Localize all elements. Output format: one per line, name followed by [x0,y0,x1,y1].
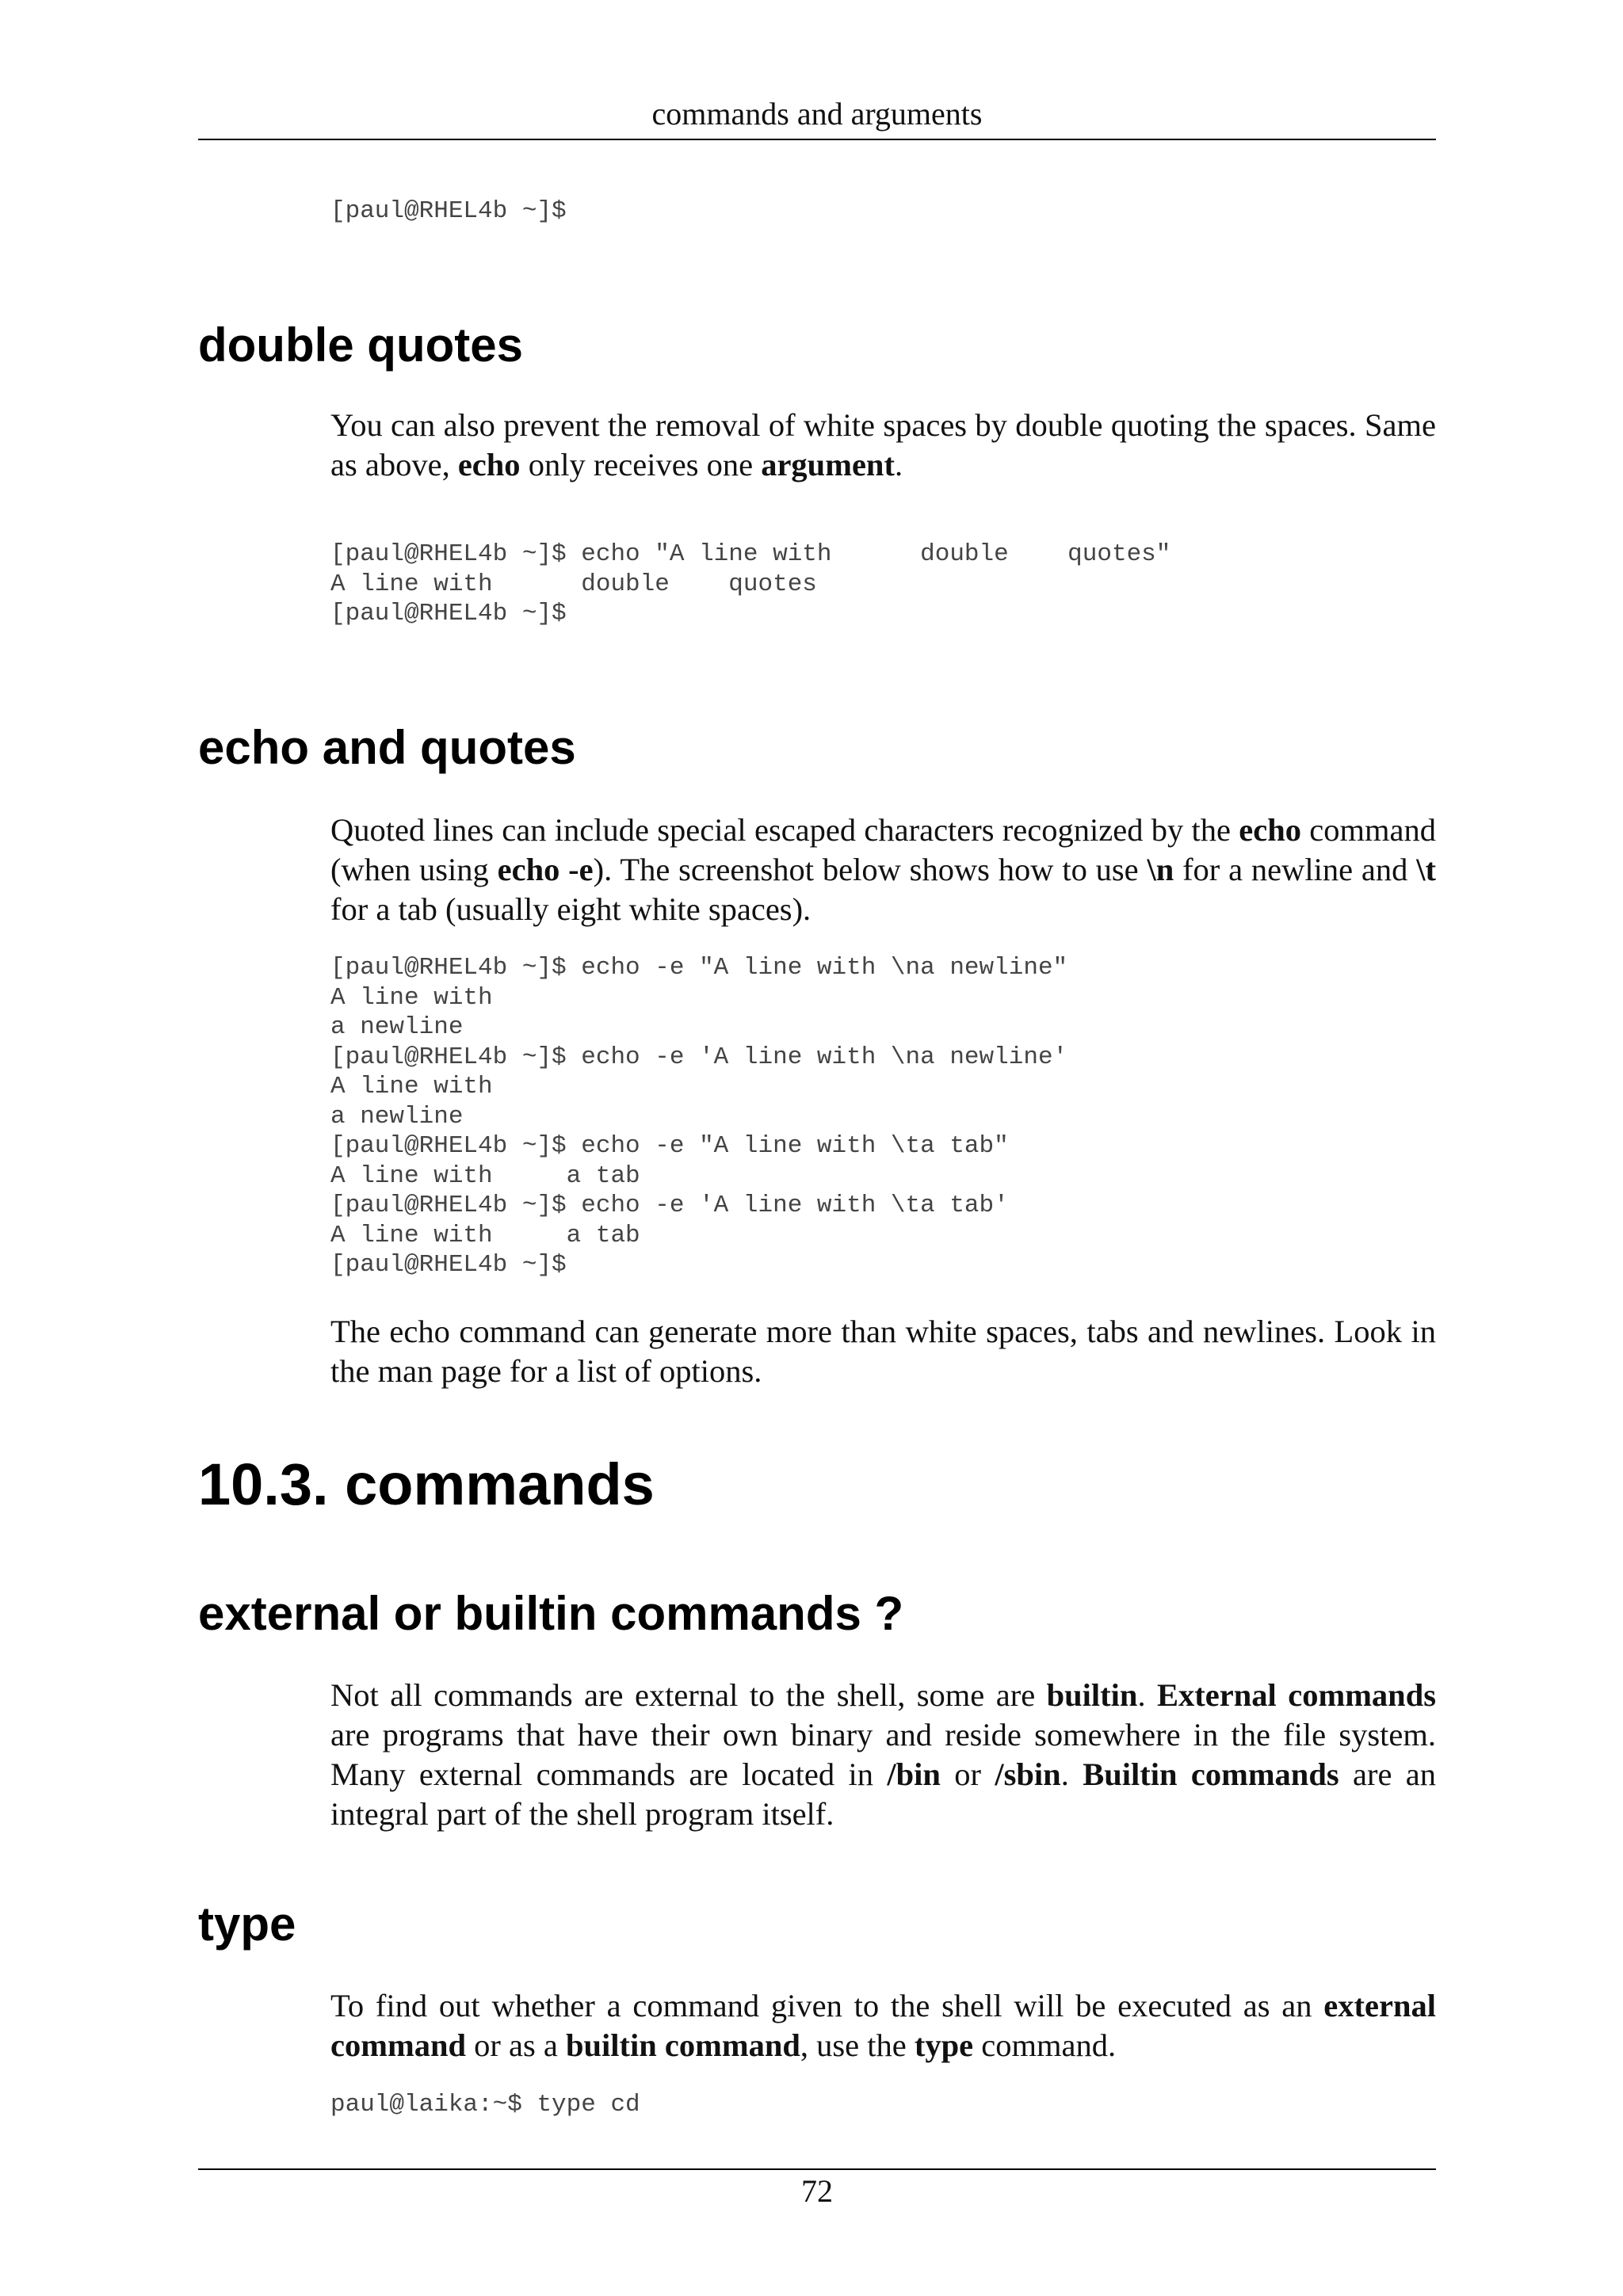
heading-echo-and-quotes: echo and quotes [198,721,576,774]
code-line: [paul@RHEL4b ~]$ echo "A line with double quotes" [330,540,1171,568]
paragraph-echo-options: The echo command can generate more than white spaces, tabs and newlines. Look in the man page for a list of options. [330,1314,1436,1389]
code-block-prompt [330,196,1436,227]
bold-term: Builtin commands [1083,1756,1339,1792]
heading-external-or-builtin: external or builtin commands ? [198,1587,904,1640]
bold-term: type [914,2027,974,2063]
bold-term: \t [1416,852,1436,887]
code-line: A line with a tab [330,1221,640,1249]
paragraph-echo-and-quotes: Quoted lines can include special escaped characters recognized by the echo command (when using echo -e). The screenshot below shows how to use \n for a newline and \t for a tab (usually eight white spaces). [330,812,1437,927]
bold-term: External commands [1157,1677,1436,1713]
code-line: [paul@RHEL4b ~]$ [330,600,567,627]
code-line: A line with double quotes [330,570,817,598]
code-line: [paul@RHEL4b ~]$ echo -e "A line with \na newline" [330,954,1068,982]
running-header-title: commands and arguments [651,96,983,132]
bold-term: builtin command [565,2027,800,2063]
paragraph-double-quotes: You can also prevent the removal of white spaces by double quoting the spaces. Same as above, echo only receives one argument. [330,407,1436,482]
bold-term: echo [457,447,521,482]
bold-term: argument [761,447,895,482]
code-line: [paul@RHEL4b ~]$ echo -e "A line with \ta tab" [330,1132,1009,1160]
bold-term: echo -e [497,852,594,887]
heading-double-quotes: double quotes [198,318,523,372]
code-line: A line with [330,1073,493,1100]
code-line: [paul@RHEL4b ~]$ echo -e 'A line with \na newline' [330,1043,1068,1071]
bold-term: \n [1147,852,1174,887]
code-line: a newline [330,1102,464,1131]
code-line: [paul@RHEL4b ~]$ echo -e 'A line with \ta tab' [330,1192,1009,1219]
code-line: A line with [330,983,493,1012]
bold-term: builtin [1046,1677,1138,1713]
bold-term: /bin [887,1756,941,1792]
header-rule [198,139,1436,140]
bold-term: external command [330,1988,1436,2063]
footer-rule [198,2168,1436,2170]
section-heading-commands: 10.3. commands [198,1451,655,1517]
code-block-type [330,2090,1436,2120]
code-block-echo-escapes [330,953,1436,1280]
code-line: a newline [330,1013,464,1041]
paragraph-external-or-builtin: Not all commands are external to the shell, some are builtin. External commands are programs that have their own binary and reside somewhere in the file system. Many external commands are located in /bin or /sbin. Builtin commands are an integral part of the shell program itself. [330,1677,1436,1832]
code-line: paul@laika:~$ type cd [330,2091,640,2119]
bold-term: echo [1239,812,1302,848]
code-line: [paul@RHEL4b ~]$ [330,1251,567,1279]
bold-term: /sbin [995,1756,1061,1792]
code-line: A line with a tab [330,1161,640,1190]
code-line: [paul@RHEL4b ~]$ [330,197,567,225]
heading-type: type [198,1897,296,1951]
code-block-double-quotes [330,540,1436,629]
page-number: 72 [801,2173,833,2209]
paragraph-type: To find out whether a command given to the shell will be executed as an external command or as a builtin command, use the type command. [330,1988,1436,2063]
